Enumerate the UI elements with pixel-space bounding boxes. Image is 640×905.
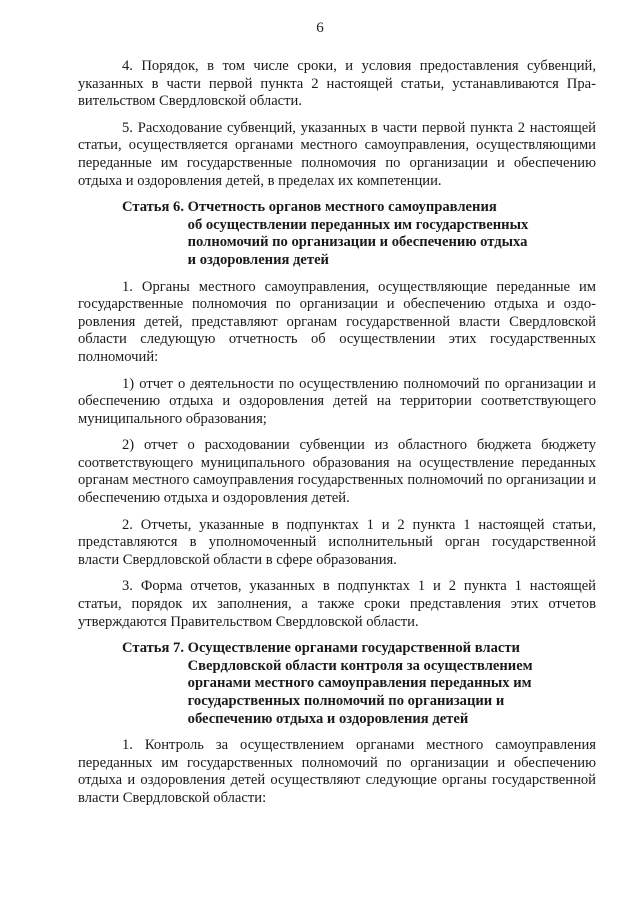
article7-label: Статья 7. [122,640,188,657]
article6-title-line: полномочий по организации и обеспечению отдыха [187,234,528,251]
paragraph-article6-item2: 2. Отчеты, указанные в подпунктах 1 и 2 пункта 1 настоящей статьи, представляются в уполномоченный исполнительный орган государственной власти Свердловской области в сфере образования. [78,516,596,568]
article7-title-line: Свердловской области контроля за осуществлением [187,657,533,674]
paragraph-article6-subitem2: 2) отчет о расходовании субвенции из областного бюджета бюджету соответствующего муниципального образования на осуществление переданных органам местного самоуправления государственных полномочий по организации и обеспечению отдыха и оздоровления детей. [78,437,596,507]
article7-title-line: Осуществление органами государственной власти [187,640,520,657]
article6-label: Статья 6. [122,199,188,216]
paragraph-article5-item4: 4. Порядок, в том числе сроки, и условия предоставления субвенций, указанных в части первой пункта 2 настоящей статьи, устанавливаются Правительством Свердловской области. [78,58,596,110]
paragraph-article6-subitem1: 1) отчет о деятельности по осуществлению полномочий по организации и обеспечению отдыха и оздоровления детей на территории соответствующего муниципального образования; [78,375,596,427]
article6-title-line: Отчетность органов местного самоуправления [187,199,497,216]
article7-heading [78,640,596,728]
paragraph-article6-item1: 1. Органы местного самоуправления, осуществляющие переданные им государственные полномочия по организации и обеспечению отдыха и оздоровления детей, представляют органам государственной власти Свердловской области следующую отчетность об осуществлении этих государственных полномочий: [78,278,596,365]
article7-title-line: государственных полномочий по организации и [187,693,505,709]
article6-title [188,199,596,269]
article7-title-line: органами местного самоуправления переданных им [187,675,532,692]
paragraph-article7-item1: 1. Контроль за осуществлением органами местного самоуправления переданных им государственных полномочий по организации и обеспечению отдыха и оздоровления детей осуществляют следующие органы государственной власти Свердловской области: [78,737,596,806]
article7-title [188,640,596,728]
paragraph-article6-item3: 3. Форма отчетов, указанных в подпунктах 1 и 2 пункта 1 настоящей статьи, порядок их заполнения, а также сроки представления этих отчетов утверждаются Правительством Свердловской области. [78,578,596,630]
paragraph-article5-item5: 5. Расходование субвенций, указанных в части первой пункта 2 настоящей статьи, осуществляется органами местного самоуправления, осуществляющими переданные им государственные полномочия по организации и обеспечению отдыха и оздоровления детей, в пределах их компетенции. [78,119,596,189]
article6-title-line: и оздоровления детей [187,251,329,268]
page-number: 6 [316,20,324,36]
document-body [78,58,596,817]
article6-title-line: об осуществлении переданных им государственных [187,216,529,233]
article7-title-line: обеспечению отдыха и оздоровления детей [187,710,469,727]
article6-heading [78,199,596,269]
